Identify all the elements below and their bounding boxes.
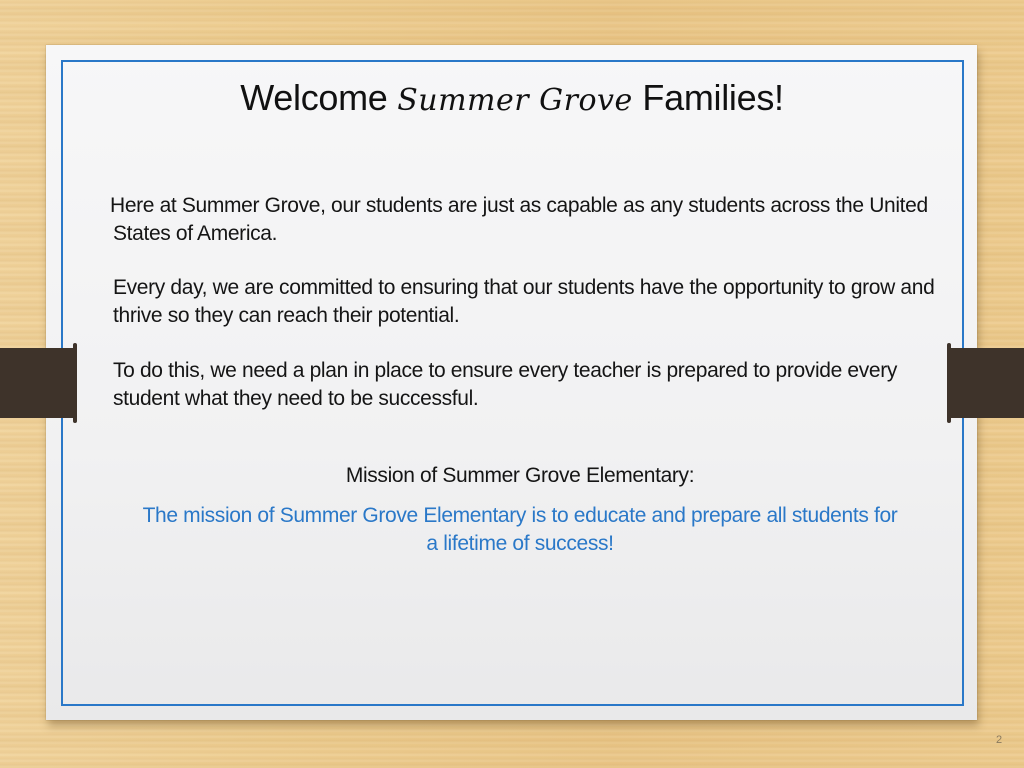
page-number: 2 — [995, 734, 1003, 746]
title-suffix: Families! — [642, 77, 784, 118]
plan-paragraph: To do this, we need a plan in place to ensure every teacher is prepared to provide every student what they need to be successful. — [113, 359, 898, 410]
commitment-paragraph: Every day, we are committed to ensuring that our students have the opportunity to grow and thrive so they can reach their potential. — [113, 276, 935, 327]
mission-heading: Mission of Summer Grove Elementary: — [345, 464, 695, 487]
right-binder-tab — [947, 348, 1024, 418]
mission-statement: The mission of Summer Grove Elementary is to educate and prepare all students for a lifetime of success! — [142, 504, 898, 555]
slide-title — [0, 74, 1024, 125]
title-school-name-script: Summer Grove — [397, 83, 633, 118]
intro-paragraph: Here at Summer Grove, our students are just as capable as any students across the United States of America. — [110, 194, 928, 245]
left-binder-tab — [0, 348, 77, 418]
title-prefix: Welcome — [240, 77, 388, 118]
